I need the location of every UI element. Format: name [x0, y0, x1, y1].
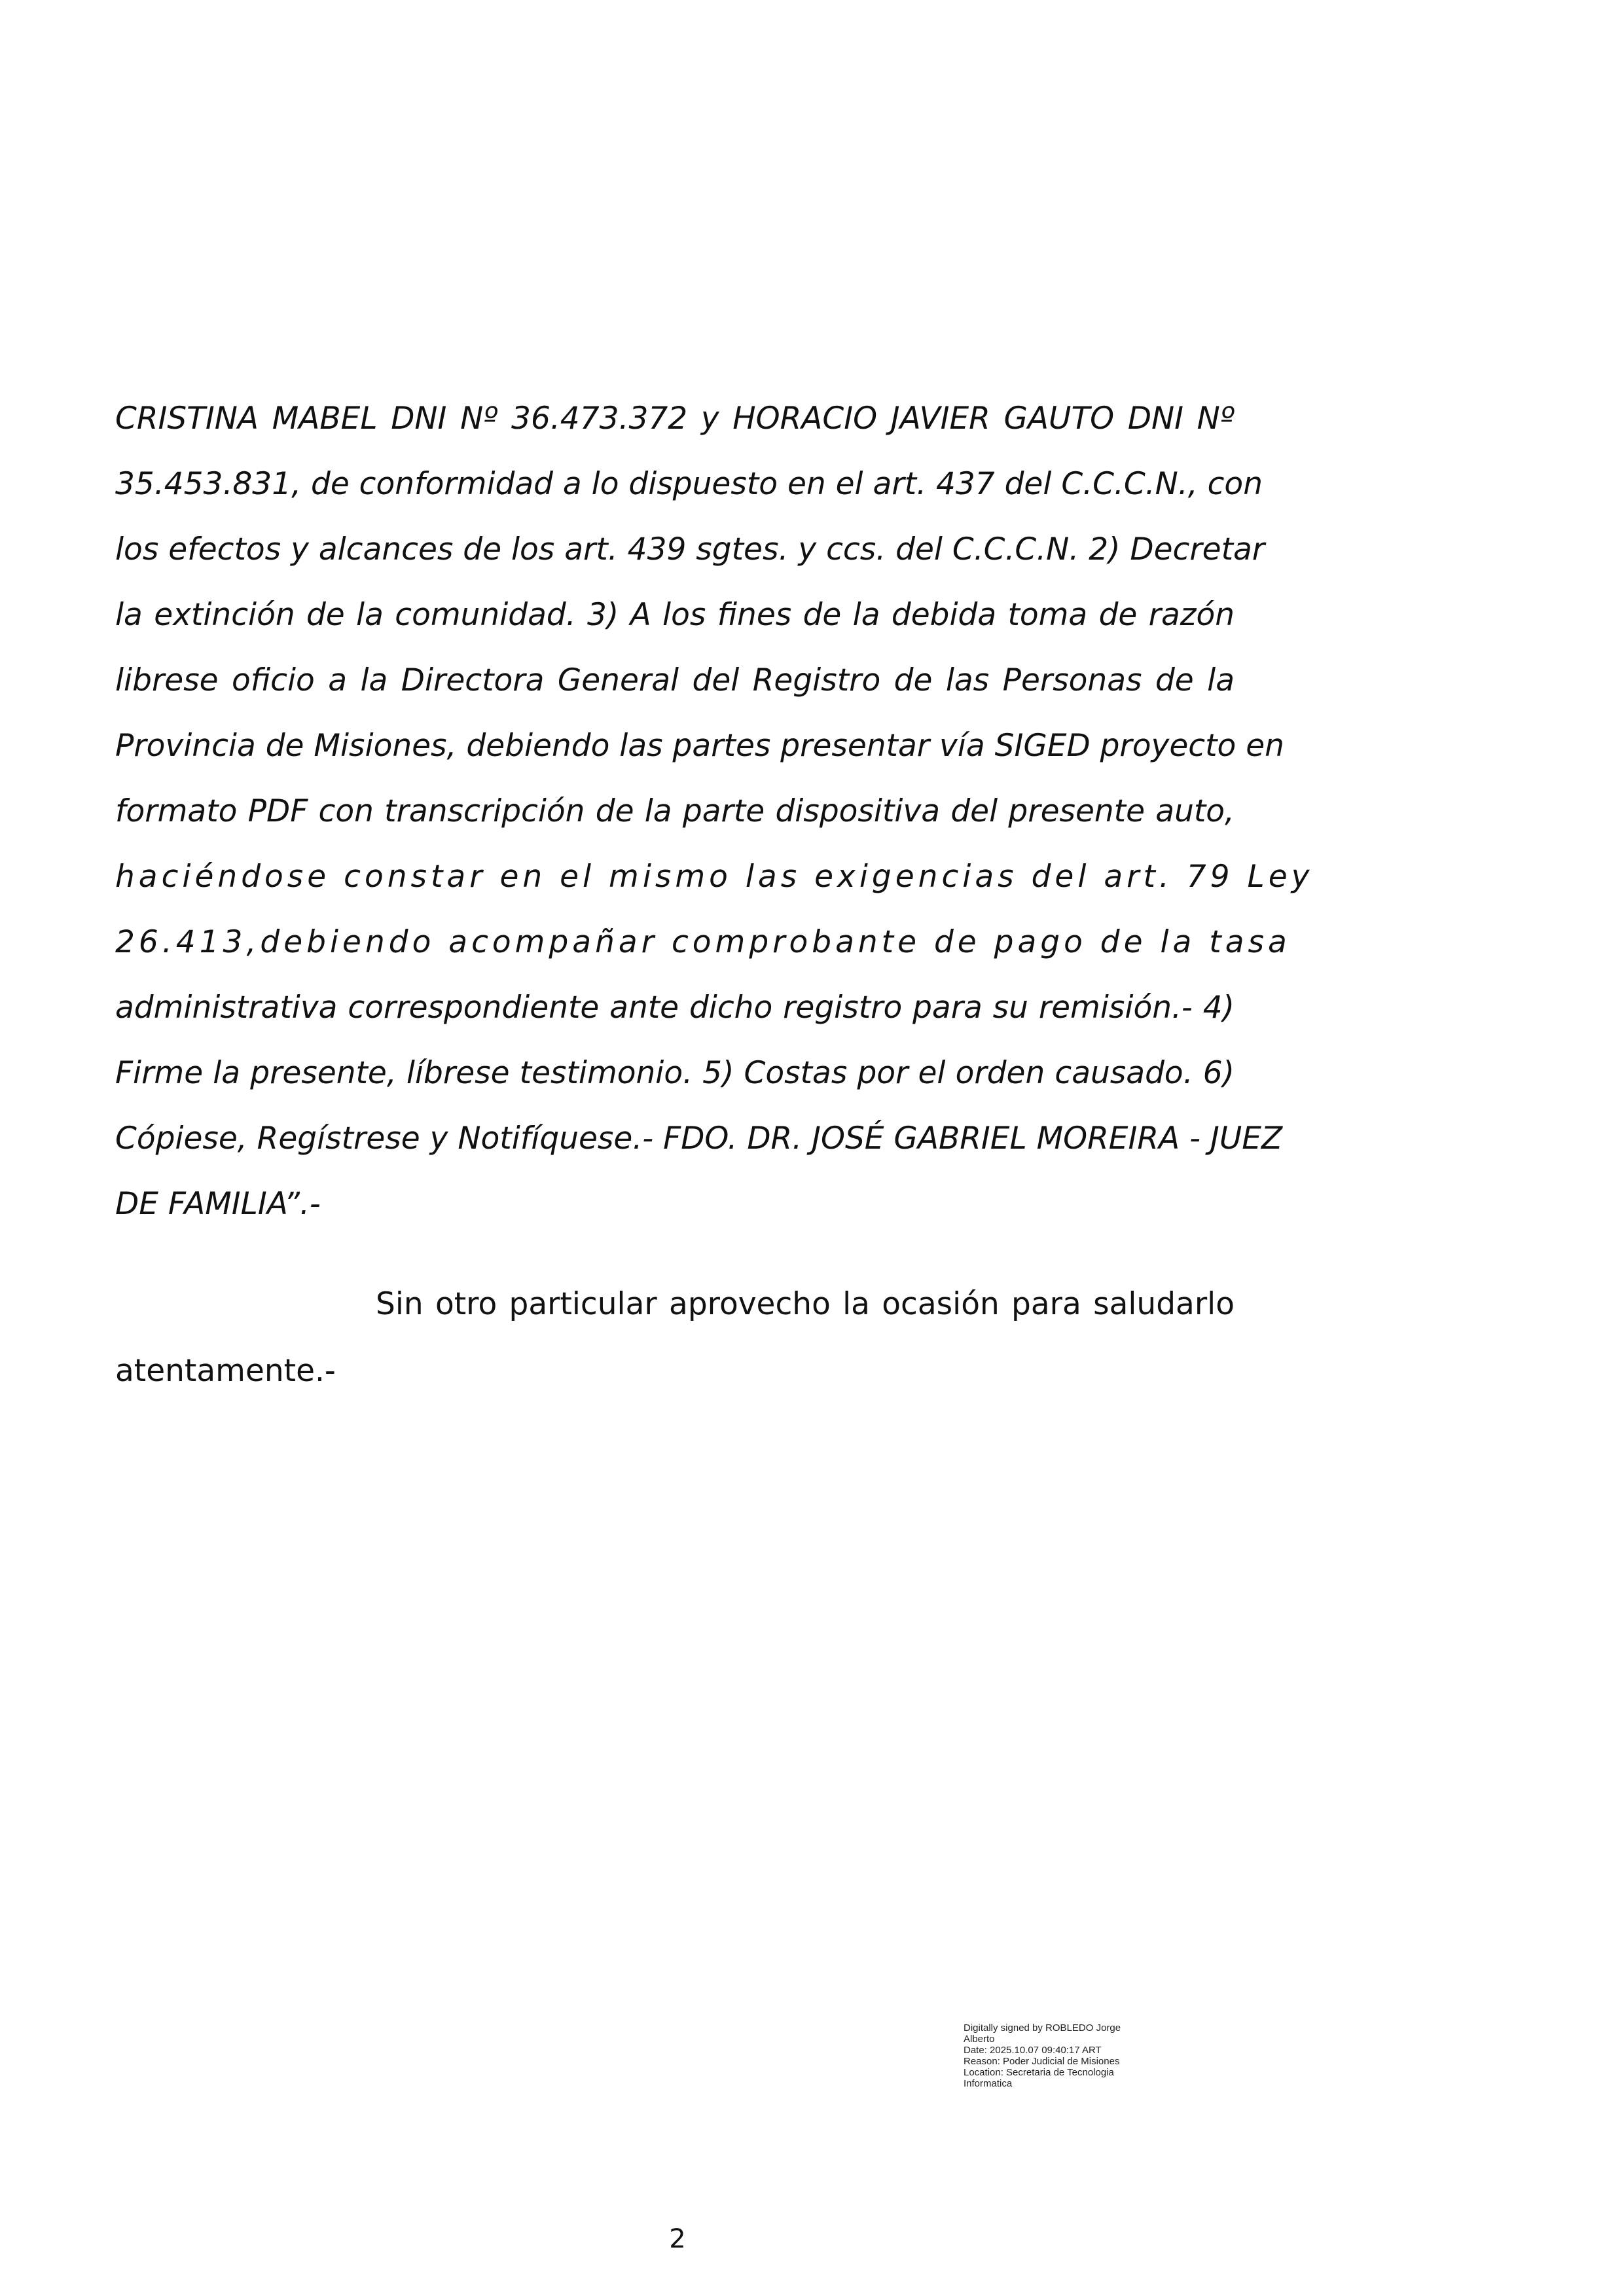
- text-line: DE FAMILIA”.-: [115, 1186, 321, 1222]
- signature-line: Location: Secretaria de Tecnologia: [964, 2067, 1114, 2078]
- text-line: CRISTINA MABEL DNI Nº 36.473.372 y HORACIO JAVIER GAUTO DNI Nº: [115, 401, 1235, 437]
- signature-line: Reason: Poder Judicial de Misiones: [964, 2056, 1120, 2067]
- text-line: Provincia de Misiones, debiendo las partes presentar vía SIGED proyecto en: [115, 728, 1284, 764]
- text-line: librese oficio a la Directora General del Registro de las Personas de la: [115, 662, 1235, 698]
- text-line: Cópiese, Regístrese y Notifíquese.- FDO. DR. JOSÉ GABRIEL MOREIRA - JUEZ: [115, 1121, 1283, 1157]
- text-line: formato PDF con transcripción de la parte dispositiva del presente auto,: [115, 793, 1235, 829]
- signature-line: Informatica: [964, 2078, 1013, 2089]
- text-line: la extinción de la comunidad. 3) A los fines de la debida toma de razón: [115, 597, 1235, 633]
- closing-line: Sin otro particular aprovecho la ocasión para saludarlo: [376, 1286, 1235, 1322]
- text-line: los efectos y alcances de los art. 439 sgtes. y ccs. del C.C.C.N. 2) Decretar: [115, 531, 1265, 567]
- page-number: 2: [669, 2224, 686, 2254]
- digital-signature-stamp: [964, 2022, 1160, 2089]
- signature-line: Date: 2025.10.07 09:40:17 ART: [964, 2045, 1102, 2056]
- signature-line: Alberto: [964, 2034, 995, 2045]
- text-line: Firme la presente, líbrese testimonio. 5) Costas por el orden causado. 6): [115, 1055, 1235, 1091]
- text-line: administrativa correspondiente ante dicho registro para su remisión.- 4): [115, 990, 1235, 1026]
- text-line: 35.453.831, de conformidad a lo dispuesto en el art. 437 del C.C.C.N., con: [115, 466, 1263, 502]
- text-line: 26.413,debiendo acompañar comprobante de pago de la tasa: [115, 924, 1291, 960]
- signature-line: Digitally signed by ROBLEDO Jorge: [964, 2022, 1121, 2034]
- resolution-text: [115, 386, 1314, 1237]
- closing-paragraph: [115, 1271, 1235, 1405]
- closing-line: atentamente.-: [115, 1353, 336, 1389]
- text-line: haciéndose constar en el mismo las exigencias del art. 79 Ley: [115, 859, 1314, 895]
